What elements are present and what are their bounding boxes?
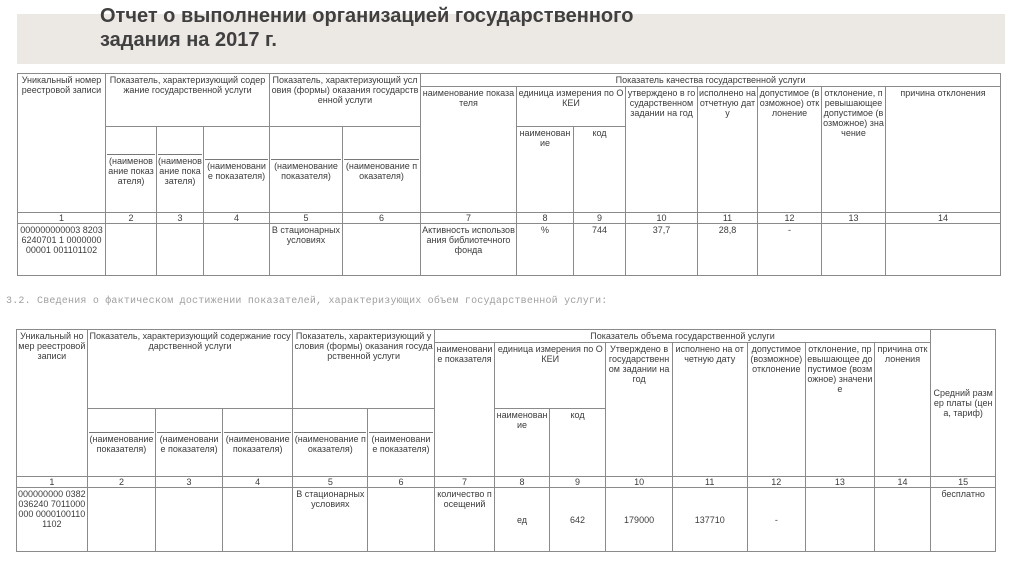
section-title-3-2: 3.2. Сведения о фактическом достижении показателей, характеризующих объем государственной услуги: <box>6 296 608 307</box>
t2-header-fee: Средний размер платы (цена, тариф) <box>931 330 996 477</box>
t1-header-id: Уникальный номер реестровой записи <box>18 74 106 213</box>
t2-cell-5: В стационарных условиях <box>293 488 368 552</box>
t2-colnum: 5 <box>293 477 368 488</box>
t1-cell-2 <box>106 224 157 276</box>
t2-header-excess: отклонение, превышающее допустимое (возможное) значение <box>806 343 875 477</box>
t2-header-volume: Показатель объема государственной услуги <box>434 330 931 343</box>
t1-colnum: 2 <box>106 213 157 224</box>
t2-colnum: 3 <box>156 477 223 488</box>
t1-colnum: 11 <box>698 213 758 224</box>
t2-cell-9: 642 <box>549 488 606 552</box>
t2-cell-2 <box>87 488 156 552</box>
t1-sub-conditions-2: (наименование показателя) <box>343 127 421 213</box>
t2-colnum: 4 <box>222 477 293 488</box>
t2-cell-10: 179000 <box>606 488 673 552</box>
t2-colnum: 7 <box>434 477 495 488</box>
t1-header-allowed: допустимое (возможное) отклонение <box>758 87 822 213</box>
t2-header-indicator-name: наименование показателя <box>434 343 495 477</box>
t1-sub-conditions-1: (наименование показателя) <box>270 127 343 213</box>
t2-header-conditions: Показатель, характеризующий условия (формы) оказания государственной услуги <box>293 330 434 409</box>
t1-colnum: 6 <box>343 213 421 224</box>
t2-cell-6 <box>368 488 435 552</box>
t1-colnum: 4 <box>204 213 270 224</box>
t2-header-reason: причина отклонения <box>874 343 931 477</box>
t1-header-excess: отклонение, превышающее допустимое (возможное) значение <box>822 87 886 213</box>
t2-cell-4 <box>222 488 293 552</box>
t2-header-content: Показатель, характеризующий содержание государственной услуги <box>87 330 293 409</box>
t1-cell-6 <box>343 224 421 276</box>
t2-cell-13 <box>806 488 875 552</box>
t1-header-conditions: Показатель, характеризующий условия (формы) оказания государственной услуги <box>270 74 421 127</box>
t2-header-allowed: допустимое (возможное) отклонение <box>747 343 806 477</box>
t1-data-row <box>18 224 1001 276</box>
t1-cell-10: 37,7 <box>626 224 698 276</box>
t2-sub-content-2: (наименование показателя) <box>156 409 223 477</box>
t1-colnum: 3 <box>157 213 204 224</box>
t1-colnum: 8 <box>517 213 574 224</box>
t1-colnum: 7 <box>421 213 517 224</box>
t1-header-unit-name: наименование <box>517 127 574 213</box>
t1-header-unit: единица измерения по ОКЕИ <box>517 87 626 127</box>
t1-header-approved: утверждено в государственном задании на год <box>626 87 698 213</box>
slide-title-line-2: задания на 2017 г. <box>100 29 277 51</box>
t1-cell-4 <box>204 224 270 276</box>
t2-header-unit-code: код <box>549 409 606 477</box>
t2-sub-content-3: (наименование показателя) <box>222 409 293 477</box>
t2-header-done: исполнено на отчетную дату <box>672 343 747 477</box>
t2-colnum: 15 <box>931 477 996 488</box>
t2-cell-15: бесплатно <box>931 488 996 552</box>
t1-cell-11: 28,8 <box>698 224 758 276</box>
t2-cell-7: количество посещений <box>434 488 495 552</box>
t2-colnum: 10 <box>606 477 673 488</box>
t1-cell-7: Активность использования библиотечного фонда <box>421 224 517 276</box>
t2-colnum: 11 <box>672 477 747 488</box>
t1-column-numbers <box>18 213 1001 224</box>
t1-header-unit-code: код <box>574 127 626 213</box>
t2-cell-id: 000000000 0382036240 7011000000 0000100110 1102 <box>17 488 88 552</box>
t1-cell-14 <box>886 224 1001 276</box>
t2-cell-14 <box>874 488 931 552</box>
t1-cell-13 <box>822 224 886 276</box>
t2-cell-12: - <box>747 488 806 552</box>
t1-colnum: 13 <box>822 213 886 224</box>
t2-header-id: Уникальный номер реестровой записи <box>17 330 88 477</box>
volume-table <box>16 329 996 552</box>
t2-data-row <box>17 488 996 552</box>
t1-cell-3 <box>157 224 204 276</box>
t2-colnum: 14 <box>874 477 931 488</box>
t1-colnum: 12 <box>758 213 822 224</box>
t2-column-numbers <box>17 477 996 488</box>
t1-header-content: Показатель, характеризующий содержание государственной услуги <box>106 74 270 127</box>
t1-cell-5: В стационарных условиях <box>270 224 343 276</box>
t2-colnum: 1 <box>17 477 88 488</box>
t2-sub-conditions-2: (наименование показателя) <box>368 409 435 477</box>
t2-colnum: 12 <box>747 477 806 488</box>
t1-colnum: 5 <box>270 213 343 224</box>
t1-header-quality: Показатель качества государственной услуги <box>421 74 1001 87</box>
quality-table <box>17 73 1001 276</box>
t1-cell-12: - <box>758 224 822 276</box>
t1-sub-content-3: (наименование показателя) <box>204 127 270 213</box>
t1-cell-id: 000000000003 82036240701 1 000000000001 001101102 <box>18 224 106 276</box>
t2-cell-8: ед <box>495 488 549 552</box>
t1-header-reason: причина отклонения <box>886 87 1001 213</box>
t1-sub-content-2: (наименование показателя) <box>157 127 204 213</box>
t2-colnum: 9 <box>549 477 606 488</box>
t2-colnum: 6 <box>368 477 435 488</box>
t1-colnum: 9 <box>574 213 626 224</box>
slide-title-line-1: Отчет о выполнении организацией государственного <box>100 5 634 27</box>
t1-sub-content-1: (наименование показателя) <box>106 127 157 213</box>
t2-colnum: 8 <box>495 477 549 488</box>
t2-colnum: 13 <box>806 477 875 488</box>
t1-cell-8: % <box>517 224 574 276</box>
t2-sub-content-1: (наименование показателя) <box>87 409 156 477</box>
t1-colnum: 14 <box>886 213 1001 224</box>
t1-colnum: 10 <box>626 213 698 224</box>
t2-cell-11: 137710 <box>672 488 747 552</box>
slide-title <box>100 4 633 52</box>
t1-cell-9: 744 <box>574 224 626 276</box>
t2-colnum: 2 <box>87 477 156 488</box>
t1-colnum: 1 <box>18 213 106 224</box>
t1-header-indicator-name: наименование показателя <box>421 87 517 213</box>
t1-header-done: исполнено на отчетную дату <box>698 87 758 213</box>
t2-header-unit-name: наименование <box>495 409 549 477</box>
t2-sub-conditions-1: (наименование показателя) <box>293 409 368 477</box>
t2-header-approved: Утверждено в государственном задании на год <box>606 343 673 477</box>
t2-cell-3 <box>156 488 223 552</box>
t2-header-unit: единица измерения по ОКЕИ <box>495 343 606 409</box>
